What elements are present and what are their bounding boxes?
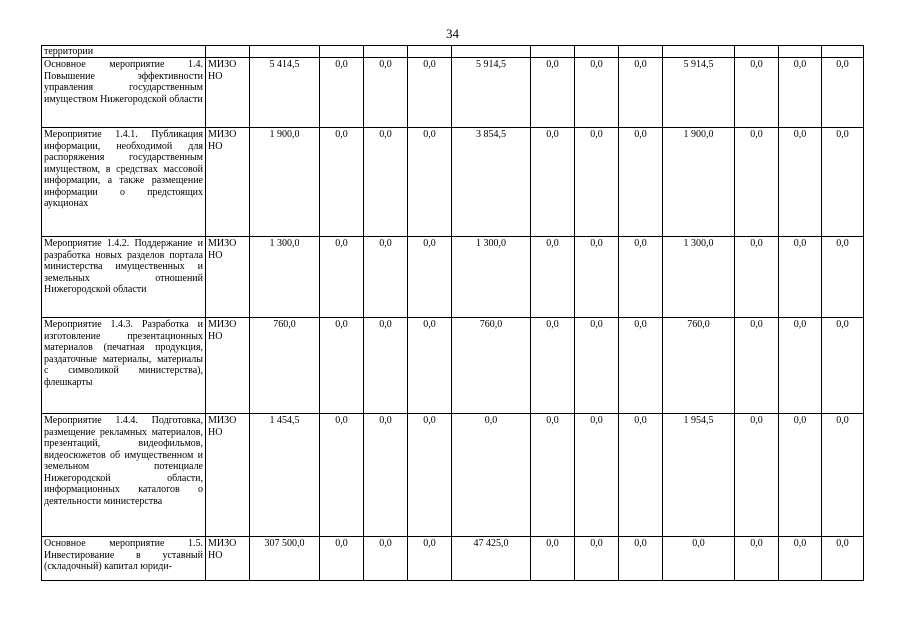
value-cell: 0,0	[531, 414, 575, 537]
row-description: Основное мероприятие 1.5. Инвестирование в уставный (складочный) капитал юриди-	[42, 537, 206, 581]
value-cell: 0,0	[320, 58, 364, 128]
value-cell: 0,0	[320, 237, 364, 318]
responsible-org: МИЗО НО	[206, 537, 250, 581]
responsible-org: МИЗО НО	[206, 128, 250, 237]
row-description: территории	[42, 46, 206, 58]
value-cell: 760,0	[452, 318, 531, 414]
value-cell: 0,0	[779, 128, 822, 237]
value-cell: 0,0	[735, 58, 779, 128]
value-cell: 0,0	[531, 318, 575, 414]
value-cell: 0,0	[619, 537, 663, 581]
value-cell: 760,0	[663, 318, 735, 414]
value-cell: 0,0	[735, 237, 779, 318]
value-cell: 5 914,5	[452, 58, 531, 128]
empty-cell	[575, 46, 619, 58]
empty-cell	[531, 46, 575, 58]
empty-cell	[250, 46, 320, 58]
table-row	[42, 58, 864, 128]
value-cell: 0,0	[364, 537, 408, 581]
value-cell: 0,0	[735, 318, 779, 414]
value-cell: 0,0	[619, 128, 663, 237]
value-cell: 1 300,0	[452, 237, 531, 318]
value-cell: 0,0	[408, 237, 452, 318]
responsible-org: МИЗО НО	[206, 414, 250, 537]
value-cell: 0,0	[452, 414, 531, 537]
value-cell: 0,0	[735, 414, 779, 537]
value-cell: 0,0	[779, 414, 822, 537]
responsible-org: МИЗО НО	[206, 237, 250, 318]
table-row	[42, 128, 864, 237]
empty-cell	[364, 46, 408, 58]
value-cell: 5 414,5	[250, 58, 320, 128]
value-cell: 0,0	[408, 318, 452, 414]
value-cell: 0,0	[822, 318, 864, 414]
table-row	[42, 414, 864, 537]
value-cell: 1 300,0	[250, 237, 320, 318]
value-cell: 0,0	[531, 537, 575, 581]
value-cell: 0,0	[779, 58, 822, 128]
value-cell: 0,0	[575, 318, 619, 414]
row-description: Мероприятие 1.4.2. Поддержание и разработка новых разделов портала министерства имущественных и земельных отношений Нижегородской области	[42, 237, 206, 318]
empty-cell	[822, 46, 864, 58]
value-cell: 0,0	[364, 318, 408, 414]
value-cell: 760,0	[250, 318, 320, 414]
value-cell: 0,0	[779, 537, 822, 581]
value-cell: 1 900,0	[663, 128, 735, 237]
responsible-org: МИЗО НО	[206, 58, 250, 128]
value-cell: 0,0	[364, 128, 408, 237]
row-description: Мероприятие 1.4.3. Разработка и изготовление презентационных материалов (печатная продукция, раздаточные материалы, материалы с символикой министерства), флешкарты	[42, 318, 206, 414]
value-cell: 0,0	[663, 537, 735, 581]
value-cell: 307 500,0	[250, 537, 320, 581]
value-cell: 0,0	[779, 237, 822, 318]
empty-cell	[206, 46, 250, 58]
value-cell: 0,0	[779, 318, 822, 414]
table-row	[42, 46, 864, 58]
row-description: Мероприятие 1.4.4. Подготовка, размещение рекламных материалов, презентаций, видеофильмов, видеосюжетов об имущественном и земельном потенциале Нижегородской области, информационных каталогов о деятельности министерства	[42, 414, 206, 537]
value-cell: 0,0	[320, 128, 364, 237]
value-cell: 0,0	[619, 414, 663, 537]
page-number: 34	[446, 26, 459, 41]
value-cell: 0,0	[408, 537, 452, 581]
row-description: Мероприятие 1.4.1. Публикация информации, необходимой для распоряжения государственным имуществом, в средствах массовой информации, а также размещение информации о предстоящих аукционах	[42, 128, 206, 237]
empty-cell	[663, 46, 735, 58]
value-cell: 0,0	[531, 237, 575, 318]
empty-cell	[735, 46, 779, 58]
value-cell: 0,0	[822, 58, 864, 128]
value-cell: 1 900,0	[250, 128, 320, 237]
value-cell: 0,0	[735, 128, 779, 237]
value-cell: 0,0	[364, 414, 408, 537]
value-cell: 5 914,5	[663, 58, 735, 128]
value-cell: 0,0	[575, 414, 619, 537]
value-cell: 0,0	[619, 237, 663, 318]
value-cell: 0,0	[575, 58, 619, 128]
value-cell: 1 454,5	[250, 414, 320, 537]
value-cell: 1 300,0	[663, 237, 735, 318]
value-cell: 0,0	[575, 537, 619, 581]
budget-table	[41, 45, 864, 581]
table-row	[42, 537, 864, 581]
value-cell: 0,0	[408, 414, 452, 537]
value-cell: 1 954,5	[663, 414, 735, 537]
value-cell: 0,0	[364, 58, 408, 128]
value-cell: 0,0	[575, 237, 619, 318]
value-cell: 0,0	[531, 58, 575, 128]
value-cell: 0,0	[822, 128, 864, 237]
value-cell: 0,0	[619, 318, 663, 414]
empty-cell	[619, 46, 663, 58]
value-cell: 0,0	[619, 58, 663, 128]
value-cell: 0,0	[408, 58, 452, 128]
value-cell: 0,0	[320, 537, 364, 581]
empty-cell	[320, 46, 364, 58]
empty-cell	[452, 46, 531, 58]
value-cell: 0,0	[822, 414, 864, 537]
value-cell: 0,0	[822, 237, 864, 318]
table-row	[42, 237, 864, 318]
responsible-org: МИЗО НО	[206, 318, 250, 414]
value-cell: 47 425,0	[452, 537, 531, 581]
empty-cell	[779, 46, 822, 58]
value-cell: 0,0	[320, 318, 364, 414]
value-cell: 0,0	[822, 537, 864, 581]
table-row	[42, 318, 864, 414]
row-description: Основное мероприятие 1.4. Повышение эффективности управления государственным имуществом Нижегородской области	[42, 58, 206, 128]
empty-cell	[408, 46, 452, 58]
value-cell: 0,0	[575, 128, 619, 237]
value-cell: 0,0	[408, 128, 452, 237]
value-cell: 0,0	[735, 537, 779, 581]
value-cell: 3 854,5	[452, 128, 531, 237]
value-cell: 0,0	[320, 414, 364, 537]
value-cell: 0,0	[364, 237, 408, 318]
value-cell: 0,0	[531, 128, 575, 237]
